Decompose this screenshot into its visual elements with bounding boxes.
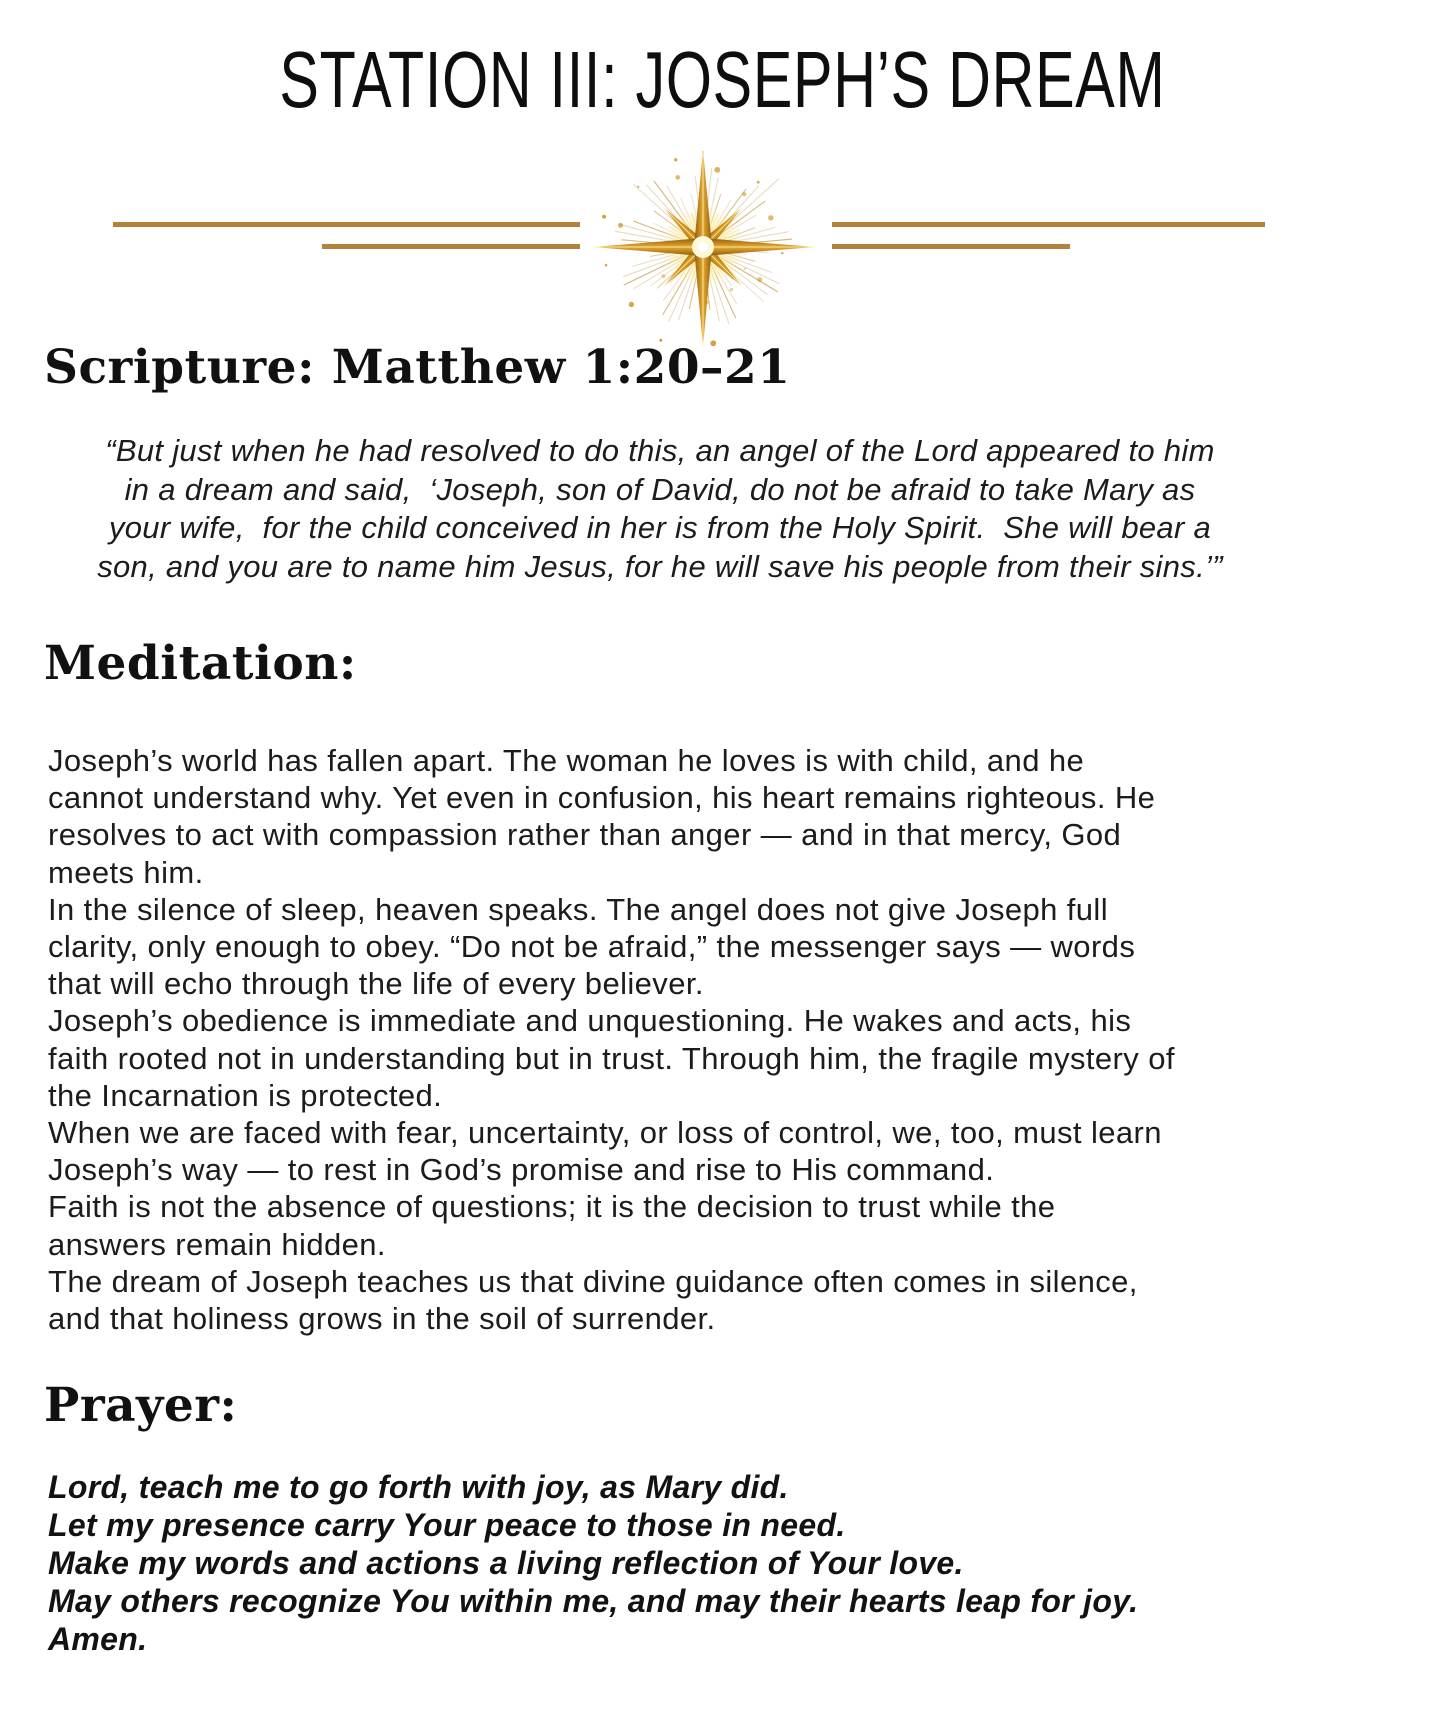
prayer-line: Make my words and actions a living reflection of Your love. (48, 1545, 964, 1581)
meditation-line: Faith is not the absence of questions; it is the decision to trust while the (48, 1189, 1056, 1225)
meditation-line: answers remain hidden. (48, 1226, 386, 1262)
scripture-quote-line: your wife, for the child conceived in her is from the Holy Spirit. She will bear a (108, 510, 1212, 545)
divider-line-right-long (832, 222, 1265, 227)
meditation-line: Joseph’s way — to rest in God’s promise and rise to His command. (48, 1152, 995, 1188)
meditation-line: cannot understand why. Yet even in confusion, his heart remains righteous. He (48, 780, 1156, 816)
meditation-line: Joseph’s world has fallen apart. The woman he loves is with child, and he (48, 743, 1085, 778)
meditation-line: clarity, only enough to obey. “Do not be afraid,” the messenger says — words (48, 929, 1136, 965)
meditation-text (48, 742, 1418, 1337)
page-title: STATION III: JOSEPH’S DREAM (279, 35, 1166, 124)
scripture-quote-line: son, and you are to name him Jesus, for he will save his people from their sins.’” (97, 548, 1223, 584)
scripture-quote-line: in a dream and said, ‘Joseph, son of David, do not be afraid to take Mary as (124, 471, 1196, 507)
meditation-line: and that holiness grows in the soil of surrender. (48, 1301, 716, 1337)
bethlehem-star-icon (553, 137, 853, 357)
meditation-line: faith rooted not in understanding but in trust. Through him, the fragile mystery of (48, 1040, 1175, 1076)
divider-line-left-short (322, 244, 580, 249)
scripture-quote-line: “But just when he had resolved to do this, an angel of the Lord appeared to him (105, 433, 1215, 468)
meditation-line: that will echo through the life of every believer. (48, 966, 704, 1002)
prayer-line: Amen. (48, 1621, 148, 1657)
scripture-heading: Scripture: Matthew 1:20–21 (44, 340, 791, 395)
prayer-line: Let my presence carry Your peace to those in need. (48, 1507, 846, 1543)
divider-line-left-long (113, 222, 580, 227)
meditation-line: When we are faced with fear, uncertainty, or loss of control, we, too, must learn (48, 1115, 1162, 1151)
prayer-line: May others recognize You within me, and may their hearts leap for joy. (48, 1583, 1139, 1619)
scripture-quote (40, 432, 1280, 586)
meditation-line: Joseph’s obedience is immediate and unquestioning. He wakes and acts, his (48, 1003, 1132, 1039)
meditation-line: the Incarnation is protected. (48, 1077, 443, 1113)
prayer-line: Lord, teach me to go forth with joy, as Mary did. (48, 1469, 789, 1505)
meditation-line: In the silence of sleep, heaven speaks. The angel does not give Joseph full (48, 891, 1109, 927)
meditation-line: resolves to act with compassion rather than anger — and in that mercy, God (48, 817, 1122, 853)
prayer-text (48, 1468, 1418, 1658)
prayer-heading: Prayer: (44, 1378, 238, 1433)
meditation-heading: Meditation: (44, 636, 357, 691)
meditation-line: The dream of Joseph teaches us that divine guidance often comes in silence, (48, 1263, 1138, 1299)
meditation-line: meets him. (48, 854, 204, 890)
divider-line-right-short (832, 244, 1070, 249)
star-core-highlight (698, 242, 708, 252)
